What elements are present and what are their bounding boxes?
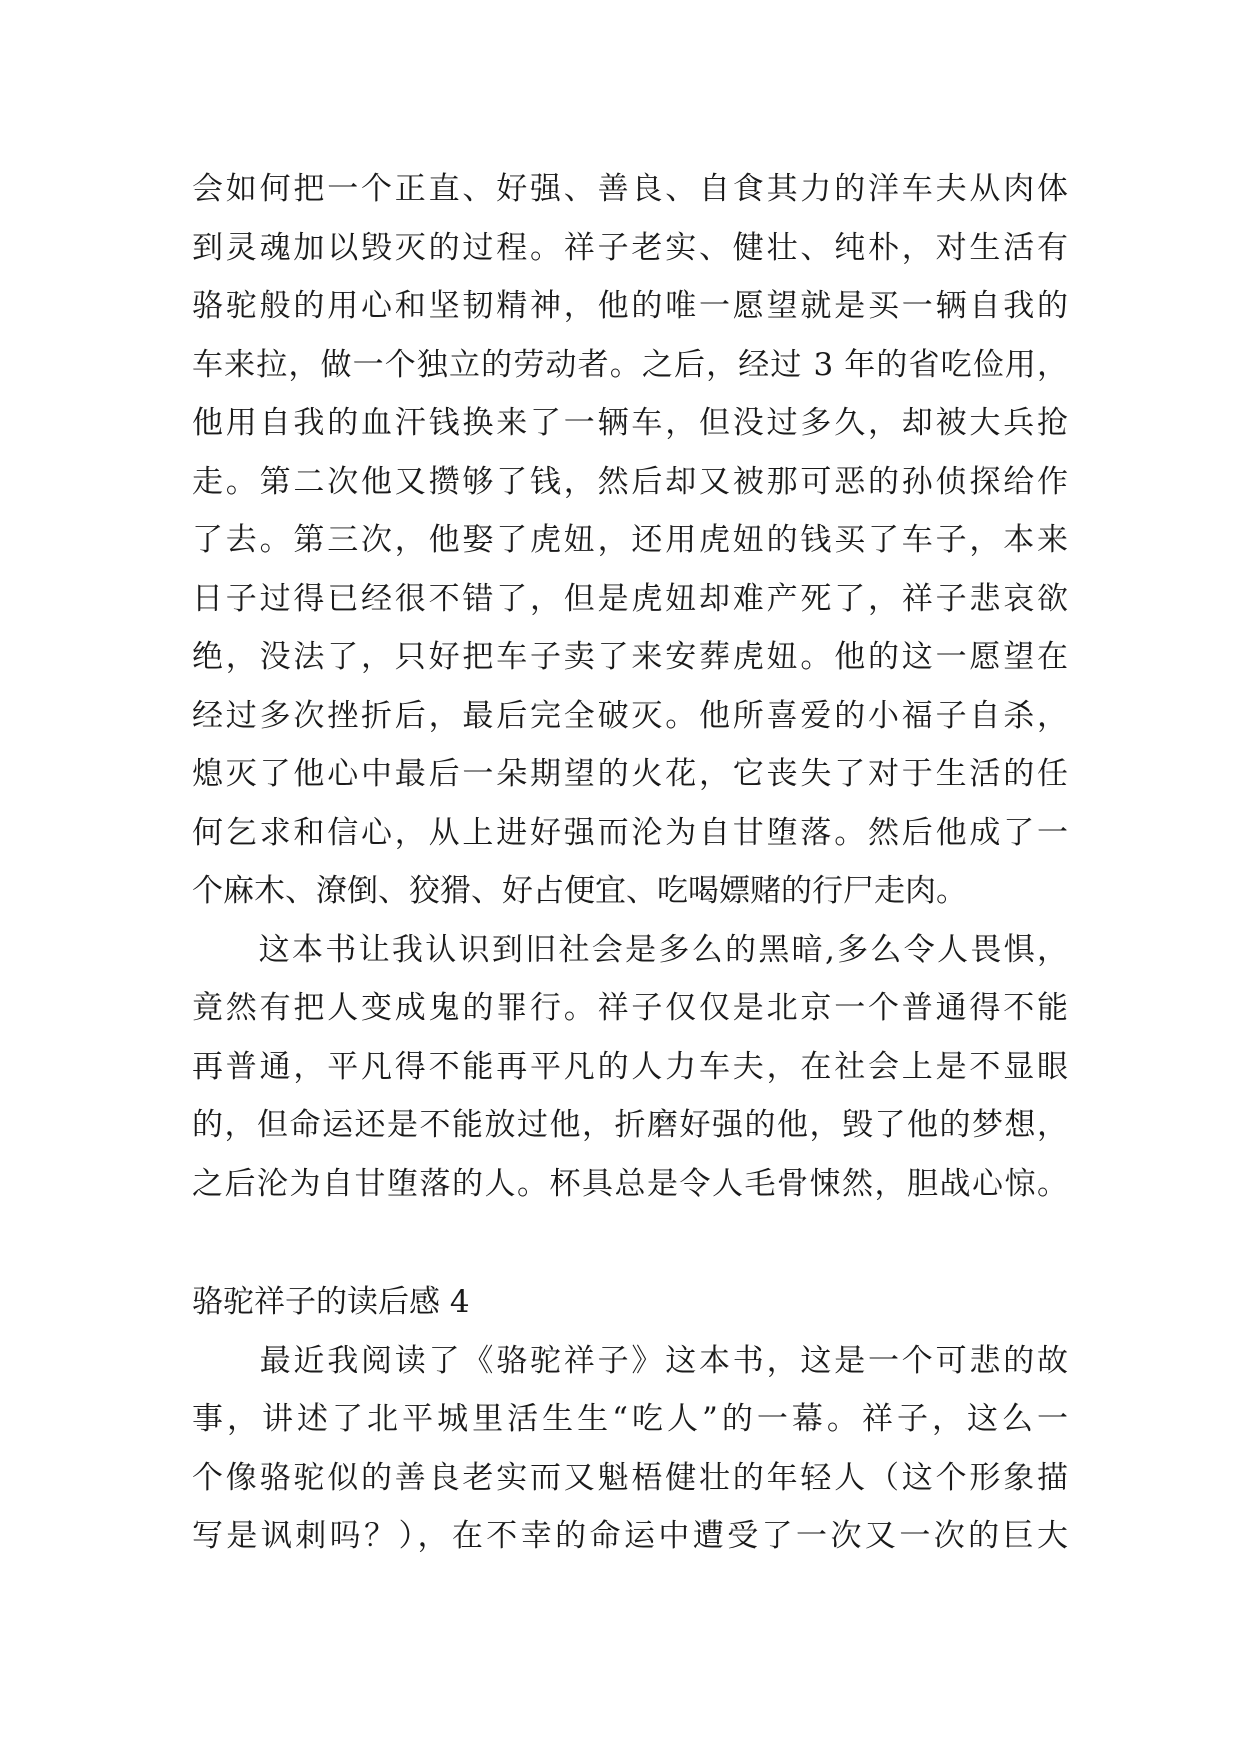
paragraph-3 bbox=[192, 1332, 1068, 1566]
text-line: 到灵魂加以毁灭的过程。祥子老实、健壮、纯朴，对生活有 bbox=[192, 229, 1068, 266]
text-line: 骆驼般的用心和坚韧精神，他的唯一愿望就是买一辆自我的 bbox=[192, 288, 1068, 324]
text-line: 竟然有把人变成鬼的罪行。祥子仅仅是北京一个普通得不能 bbox=[192, 990, 1068, 1026]
paragraph-1 bbox=[192, 160, 1068, 921]
text-line: 写是讽刺吗？），在不幸的命运中遭受了一次又一次的巨大 bbox=[192, 1518, 1068, 1554]
document-body bbox=[192, 160, 1068, 1566]
text-line: 个像骆驼似的善良老实而又魁梧健壮的年轻人（这个形象描 bbox=[192, 1459, 1068, 1496]
section-gap bbox=[192, 1213, 1068, 1273]
text-line: 再普通，平凡得不能再平凡的人力车夫，在社会上是不显眼 bbox=[192, 1048, 1068, 1085]
text-line: 日子过得已经很不错了，但是虎妞却难产死了，祥子悲哀欲 bbox=[192, 580, 1068, 617]
text-line: 会如何把一个正直、好强、善良、自食其力的洋车夫从肉体 bbox=[192, 171, 1068, 207]
text-line: 最近我阅读了《骆驼祥子》这本书，这是一个可悲的故 bbox=[192, 1342, 1068, 1379]
section-heading: 骆驼祥子的读后感 4 bbox=[192, 1284, 470, 1320]
text-line: 之后沦为自甘堕落的人。杯具总是令人毛骨悚然，胆战心惊。 bbox=[192, 1165, 1068, 1202]
text-line: 车来拉，做一个独立的劳动者。之后，经过 3 年的省吃俭用， bbox=[192, 346, 1068, 383]
text-line: 绝，没法了，只好把车子卖了来安葬虎妞。他的这一愿望在 bbox=[192, 639, 1068, 675]
paragraph-2 bbox=[192, 921, 1068, 1214]
text-line: 何乞求和信心，从上进好强而沦为自甘堕落。然后他成了一 bbox=[192, 814, 1068, 851]
text-line: 他用自我的血汗钱换来了一辆车，但没过多久，却被大兵抢 bbox=[192, 405, 1068, 441]
text-line: 个麻木、潦倒、狡猾、好占便宜、吃喝嫖赌的行尸走肉。 bbox=[192, 873, 967, 909]
text-line: 的，但命运还是不能放过他，折磨好强的他，毁了他的梦想， bbox=[192, 1107, 1068, 1143]
text-line: 了去。第三次，他娶了虎妞，还用虎妞的钱买了车子，本来 bbox=[192, 522, 1068, 558]
text-line: 事，讲述了北平城里活生生“吃人”的一幕。祥子，这么一 bbox=[192, 1401, 1068, 1437]
text-line: 熄灭了他心中最后一朵期望的火花，它丧失了对于生活的任 bbox=[192, 756, 1068, 792]
text-line: 经过多次挫折后，最后完全破灭。他所喜爱的小福子自杀， bbox=[192, 697, 1068, 734]
text-line: 走。第二次他又攒够了钱，然后却又被那可恶的孙侦探给作 bbox=[192, 463, 1068, 500]
text-line: 这本书让我认识到旧社会是多么的黑暗,多么令人畏惧， bbox=[192, 931, 1068, 968]
